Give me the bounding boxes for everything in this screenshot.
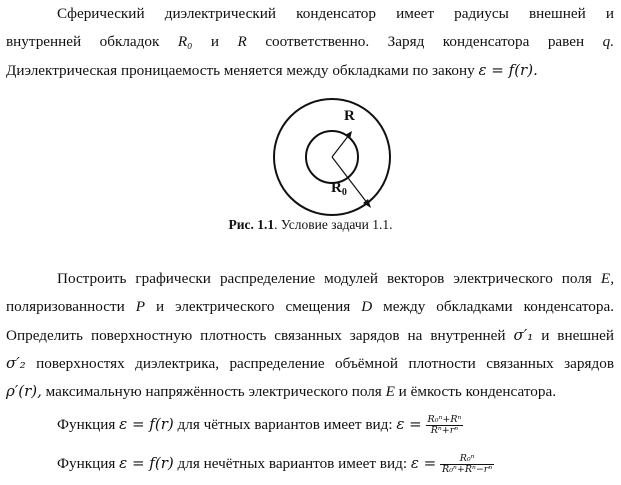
- task-line-3: [6, 325, 614, 346]
- inner-radius-line: [332, 135, 349, 157]
- task-line-5: [6, 381, 614, 402]
- intro-line-1: Сферический диэлектрический конденсатор имеет радиусы внешней и: [57, 5, 614, 22]
- variant-text: для чётных вариантов имеет вид:: [177, 416, 393, 433]
- symbol-sigma1: σ′₁: [513, 326, 534, 344]
- task-text: Построить графически распределение модулей векторов электрического поля: [57, 270, 592, 287]
- task-text: и электрического смещения: [155, 298, 351, 315]
- figure-caption: [0, 217, 621, 233]
- variant-text: Функция: [57, 416, 116, 433]
- intro-text: Диэлектрическая проницаемость меняется между обкладками по закону: [6, 62, 475, 79]
- odd-formula-fraction: [440, 454, 494, 475]
- intro-text: и: [210, 33, 220, 50]
- task-text: и внешней: [541, 327, 615, 344]
- label-outer-radius: R: [344, 108, 355, 124]
- even-variant-line: [57, 414, 463, 436]
- caption-text: . Условие задачи 1.1.: [274, 217, 393, 232]
- odd-variant-line: [57, 453, 494, 475]
- task-text: максимальную напряжённость электрического поля: [45, 383, 382, 400]
- epsilon-equation: ε = f(r).: [478, 61, 538, 79]
- capacitor-figure: [0, 96, 621, 216]
- formula-lhs: ε =: [396, 415, 422, 433]
- task-text: поверхностях диэлектрика, распределение объёмной плотности связанных зарядов: [36, 355, 614, 372]
- epsilon-equation: ε = f(r): [119, 415, 174, 433]
- even-formula-fraction: [426, 415, 464, 436]
- task-line-4: [6, 353, 614, 374]
- intro-line-3: [6, 60, 614, 81]
- task-line-1: [57, 269, 614, 289]
- intro-line-2: [6, 32, 614, 52]
- task-text: Определить поверхностную плотность связанных зарядов на внутренней: [6, 327, 506, 344]
- fraction-numerator: R₀ⁿ: [440, 454, 494, 465]
- task-text: между обкладками конденсатора.: [383, 298, 614, 315]
- symbol-rho: ρ′(r),: [6, 382, 42, 400]
- symbol-e: E: [385, 383, 395, 400]
- label-inner-radius: $R_0$: [331, 180, 347, 198]
- task-text: поляризованности: [6, 298, 125, 315]
- symbol-r0: R₀: [177, 33, 193, 50]
- intro-text: соответственно. Заряд конденсатора равен: [265, 33, 585, 50]
- fraction-numerator: R₀ⁿ+Rⁿ: [427, 414, 462, 426]
- variant-text: для нечётных вариантов имеет вид:: [177, 455, 408, 472]
- variant-text: Функция: [57, 455, 116, 472]
- fraction-denominator: Rⁿ+rⁿ: [430, 425, 459, 437]
- epsilon-equation: ε = f(r): [119, 454, 174, 472]
- symbol-e: E,: [600, 270, 614, 287]
- formula-lhs: ε =: [410, 454, 437, 472]
- symbol-p: P: [135, 298, 146, 315]
- symbol-q: q.: [602, 33, 614, 50]
- fraction-denominator: R₀ⁿ+Rⁿ−rⁿ: [442, 464, 493, 476]
- task-line-2: [6, 297, 614, 317]
- intro-text: внутренней обкладок: [6, 33, 160, 50]
- symbol-d: D: [361, 298, 373, 315]
- symbol-r: R: [237, 33, 247, 50]
- task-text: и ёмкость конденсатора.: [398, 383, 556, 400]
- symbol-sigma2: σ′₂: [6, 354, 26, 372]
- caption-number: Рис. 1.1: [228, 217, 275, 232]
